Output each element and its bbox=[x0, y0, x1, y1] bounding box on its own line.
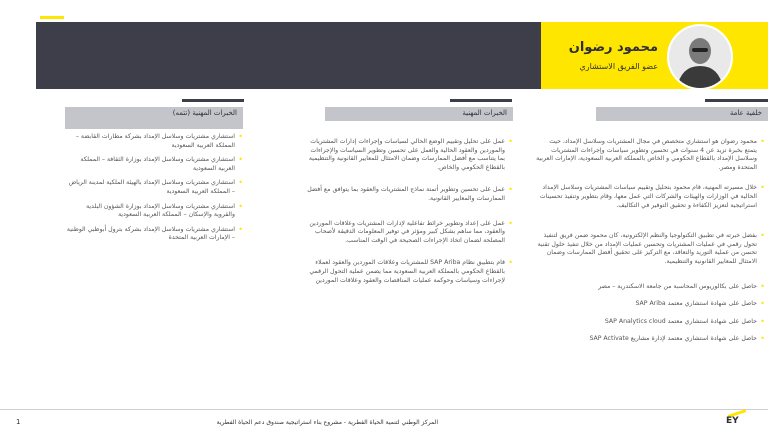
column-header-experience bbox=[325, 107, 513, 121]
experience-cont-item: • استشاري مشتريات وسلاسل الإمداد بوزارة الشؤون البلدية والقروية والإسكان – المملكة العربية السعودية bbox=[65, 203, 243, 220]
column-title-experience: الخبرات المهنية bbox=[462, 109, 507, 117]
experience-cont-list bbox=[65, 133, 243, 243]
ey-logo bbox=[722, 412, 748, 428]
column-rule-experience bbox=[450, 99, 512, 102]
experience-cont-item: • استشاري مشتريات وسلاسل الإمداد بشركة مطارات القابضة – المملكة العربية السعودية bbox=[65, 133, 243, 150]
general-item: • محمود رضوان هو استشاري متخصص في مجال المشتريات وسلاسل الإمداد، حيث يتمتع بخبرة تزيد عن 4 سنوات في تحسين وتطوير سياسات وإجراءات المشتريات وسلاسل الإمداد بالقطاع الحكومي و الخاص بالمملكة العربية السعودية، الإمارات العربية المتحدة ومصر. bbox=[535, 138, 765, 172]
person-name: محمود رضوان bbox=[568, 40, 658, 55]
footer-divider bbox=[0, 409, 768, 410]
column-rule-general bbox=[705, 99, 768, 102]
column-header-experience-cont bbox=[65, 107, 243, 129]
person-role: عضو الفريق الاستشاري bbox=[579, 62, 658, 71]
experience-column bbox=[303, 138, 513, 294]
certificate-item: • حاصل على شهادة استشاري معتمد SAP Ariba bbox=[535, 300, 765, 309]
experience-cont-column bbox=[65, 133, 243, 252]
certificate-item: • حاصل على شهادة استشاري معتمد SAP Analytics cloud bbox=[535, 318, 765, 327]
general-list bbox=[535, 138, 765, 267]
certificate-item: • حاصل على شهادة استشاري معتمد لإدارة مشاريع SAP Activate bbox=[535, 335, 765, 344]
column-rule-experience-cont bbox=[182, 99, 244, 102]
general-column bbox=[535, 138, 765, 353]
experience-item: • عمل على تحليل وتقييم الوضع الحالي لسياسات وإجراءات إدارات المشتريات والموردين والعقود الحالية والعمل على تحسين وتطوير السياسات والإجراءات بما يتناسب مع أفضل الممارسات وضمان الامتثال للمعايير القانونية والتنظيمية بالقطاع الحكومي والخاص. bbox=[303, 138, 513, 172]
page-number: 1 bbox=[16, 418, 21, 426]
ey-logo-text: EY bbox=[726, 416, 739, 426]
experience-item: • عمل على إعداد وتطوير خرائط تفاعلية لإدارات المشتريات وعلاقات الموردين والعقود، مما ساهم بشكل كبير ومؤثر في توفير المعلومات الدقيقة لأصحاب المصلحة لضمان اتخاذ الإجراءات الصحيحة في الوقت المناسب. bbox=[303, 220, 513, 246]
column-title-experience-cont: الخبرات المهنية (تتمه) bbox=[172, 109, 237, 117]
accent-line bbox=[40, 16, 64, 19]
experience-item: • عمل على تحسين وتطوير أتمتة نماذج المشتريات والعقود بما يتوافق مع أفضل الممارسات والمعايير القانونية. bbox=[303, 186, 513, 203]
header-name-panel bbox=[541, 22, 768, 89]
profile-photo bbox=[667, 24, 733, 90]
column-title-general: خلفية عامة bbox=[729, 109, 762, 117]
footer-text: المركز الوطني لتنمية الحياة الفطرية - مشروع بناء استراتيجية صندوق دعم الحياة الفطرية bbox=[216, 419, 438, 426]
certificates-list bbox=[535, 283, 765, 344]
certificate-item: • حاصل على بكالوريوس المحاسبة من جامعة الاسكندرية – مصر bbox=[535, 283, 765, 292]
experience-cont-item: • استشاري مشتريات وسلاسل الإمداد بالهيئة الملكية لمدينة الرياض – المملكة العربية السعودية bbox=[65, 179, 243, 196]
experience-cont-item: • استشاري مشتريات وسلاسل الإمداد بشركة بترول أبوظبي الوطنية – الإمارات العربية المتحدة bbox=[65, 226, 243, 243]
general-item: • بفضل خبرته في تطبيق التكنولوجيا والنظم الإلكترونية، كان محمود ضمن فريق لتنفيذ تحول رقمي في عمليات المشتريات وتحسين عمليات الإمداد من خلال تنفيذ حلول تقنية تحسن من عملية التوريد والتعاقد، مع التركيز على تحقيق أفضل الممارسات وضمان الامتثال للمعايير القانونية والتنظيمية. bbox=[535, 232, 765, 266]
experience-list bbox=[303, 138, 513, 285]
column-header-general bbox=[596, 107, 768, 121]
experience-item: • قام بتطبيق نظام SAP Ariba للمشتريات وعلاقات الموردين والعقود لعملاء بالقطاع الحكومي بالمملكة العربية السعودية مما يضمن عملية التحول الرقمي لإجراءات وسياسات وحوكمة عمليات المناقصات والعقود وعلاقات الموردين bbox=[303, 259, 513, 285]
general-item: • خلال مسيرته المهنية، قام محمود بتحليل وتقييم سياسات المشتريات وسلاسل الإمداد الحالية في الوزارات والهيئات والشركات التي عمل معها، وقام بتطوير وتنفيذ تحسينات استراتيجية لتعزيز الكفاءة و تحقيق التوفير في التكاليف. bbox=[535, 184, 765, 210]
experience-cont-item: • استشاري مشتريات وسلاسل الإمداد بوزارة الثقافة – المملكة العربية السعودية bbox=[65, 156, 243, 173]
